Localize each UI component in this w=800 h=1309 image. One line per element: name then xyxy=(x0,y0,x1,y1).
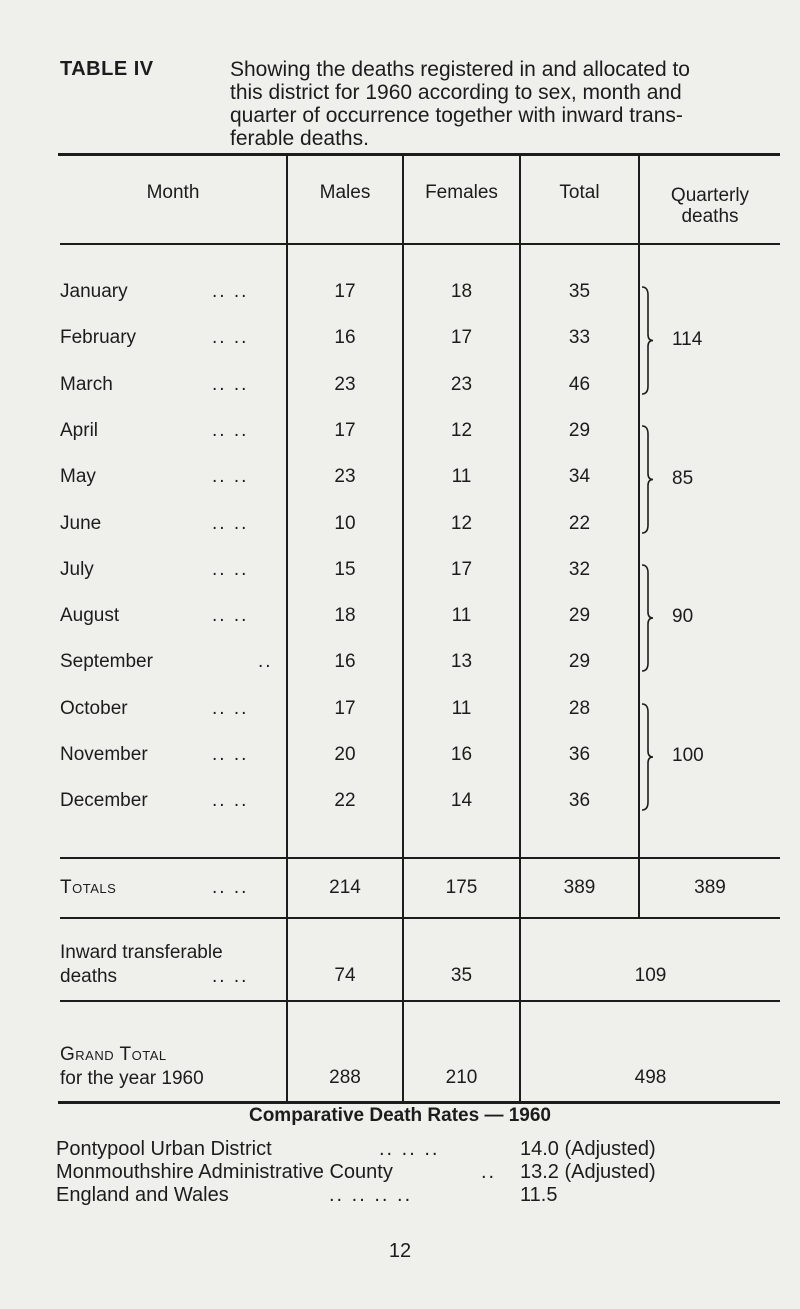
males-cell: 17 xyxy=(334,698,356,719)
comparative-row: Monmouthshire Administrative County .. xyxy=(56,1161,497,1183)
females-cell: 23 xyxy=(450,374,473,395)
totals-males: 214 xyxy=(329,877,361,898)
grand-males: 288 xyxy=(329,1067,361,1088)
header-rule xyxy=(60,243,780,245)
totals-females: 175 xyxy=(445,877,478,898)
grand-total-label: Grand Total for the year 1960 xyxy=(60,1044,204,1089)
comparative-row: England and Wales .. .. .. .. xyxy=(56,1184,413,1206)
header-total: Total xyxy=(559,182,600,203)
totals-bottom-rule xyxy=(60,917,780,919)
inward-females: 35 xyxy=(450,965,473,986)
quarter-brace xyxy=(640,702,656,812)
month-label: May .. .. xyxy=(60,466,249,487)
header-month: Month xyxy=(146,182,200,203)
comparative-row: Pontypool Urban District .. .. .. xyxy=(56,1138,440,1160)
month-label: January .. .. xyxy=(60,281,249,302)
total-cell: 36 xyxy=(568,790,591,811)
total-cell: 33 xyxy=(568,327,591,348)
totals-label: Totals .. .. xyxy=(60,877,249,898)
quarter-brace xyxy=(640,424,656,535)
males-cell: 16 xyxy=(334,327,356,348)
totals-total: 389 xyxy=(563,877,596,898)
month-label: October .. .. xyxy=(60,698,249,719)
caption-line: Showing the deaths registered in and allocated to xyxy=(230,58,690,81)
inward-total: 109 xyxy=(634,965,667,986)
comparative-title: Comparative Death Rates — 1960 xyxy=(248,1105,551,1126)
comparative-value: 13.2 (Adjusted) xyxy=(520,1161,656,1183)
caption-line: ferable deaths. xyxy=(230,127,369,150)
table-label: TABLE IV xyxy=(60,58,154,80)
quarter-brace xyxy=(640,285,656,396)
males-cell: 17 xyxy=(334,281,356,302)
header-quarterly: Quarterly deaths xyxy=(670,185,750,227)
inward-bottom-rule xyxy=(60,1000,780,1002)
quarter-brace xyxy=(640,563,656,673)
caption-line: this district for 1960 according to sex, month and xyxy=(230,81,682,104)
month-label: August .. .. xyxy=(60,605,249,626)
total-cell: 46 xyxy=(568,374,591,395)
month-label: September .. xyxy=(60,651,273,672)
females-cell: 11 xyxy=(451,605,472,626)
quarter-value: 114 xyxy=(672,328,703,350)
months-bottom-rule xyxy=(60,857,780,859)
males-cell: 20 xyxy=(334,744,356,765)
total-cell: 34 xyxy=(568,466,591,487)
females-cell: 13 xyxy=(450,651,473,672)
header-males: Males xyxy=(319,182,371,203)
total-cell: 28 xyxy=(568,698,591,719)
month-label: December .. .. xyxy=(60,790,249,811)
month-label: June .. .. xyxy=(60,513,249,534)
totals-quarterly: 389 xyxy=(694,877,726,898)
males-cell: 10 xyxy=(334,513,356,534)
total-cell: 29 xyxy=(568,651,591,672)
month-label: March .. .. xyxy=(60,374,249,395)
total-cell: 32 xyxy=(568,559,591,580)
header-females: Females xyxy=(425,182,498,203)
month-label: April .. .. xyxy=(60,420,249,441)
grand-total: 498 xyxy=(634,1067,667,1088)
month-label: November .. .. xyxy=(60,744,249,765)
month-label: July .. .. xyxy=(60,559,249,580)
table-top-rule xyxy=(58,153,780,156)
inward-label: Inward transferable deaths .. .. xyxy=(60,942,249,987)
month-label: February .. .. xyxy=(60,327,249,348)
females-cell: 11 xyxy=(451,466,472,487)
males-cell: 17 xyxy=(334,420,356,441)
caption-text xyxy=(230,58,780,150)
page-number: 12 xyxy=(388,1240,412,1262)
table-bottom-rule xyxy=(58,1101,780,1104)
males-cell: 18 xyxy=(334,605,356,626)
total-cell: 35 xyxy=(568,281,591,302)
females-cell: 16 xyxy=(450,744,473,765)
quarter-value: 100 xyxy=(672,745,704,766)
females-cell: 11 xyxy=(451,698,472,719)
total-cell: 22 xyxy=(568,513,591,534)
males-cell: 23 xyxy=(334,374,356,395)
total-cell: 29 xyxy=(568,605,591,626)
females-cell: 18 xyxy=(450,281,473,302)
males-cell: 15 xyxy=(334,559,356,580)
males-cell: 22 xyxy=(334,790,356,811)
comparative-value: 11.5 xyxy=(520,1184,558,1206)
caption-line: quarter of occurrence together with inward trans- xyxy=(230,104,683,127)
inward-males: 74 xyxy=(334,965,356,986)
total-cell: 29 xyxy=(568,420,591,441)
females-cell: 14 xyxy=(450,790,473,811)
females-cell: 17 xyxy=(450,559,473,580)
total-cell: 36 xyxy=(568,744,591,765)
males-cell: 16 xyxy=(334,651,356,672)
males-cell: 23 xyxy=(334,466,356,487)
quarter-value: 85 xyxy=(672,467,694,489)
females-cell: 12 xyxy=(450,420,473,441)
grand-females: 210 xyxy=(445,1067,478,1088)
quarter-value: 90 xyxy=(672,606,694,627)
comparative-value: 14.0 (Adjusted) xyxy=(520,1138,656,1160)
females-cell: 12 xyxy=(450,513,473,534)
females-cell: 17 xyxy=(450,327,473,348)
